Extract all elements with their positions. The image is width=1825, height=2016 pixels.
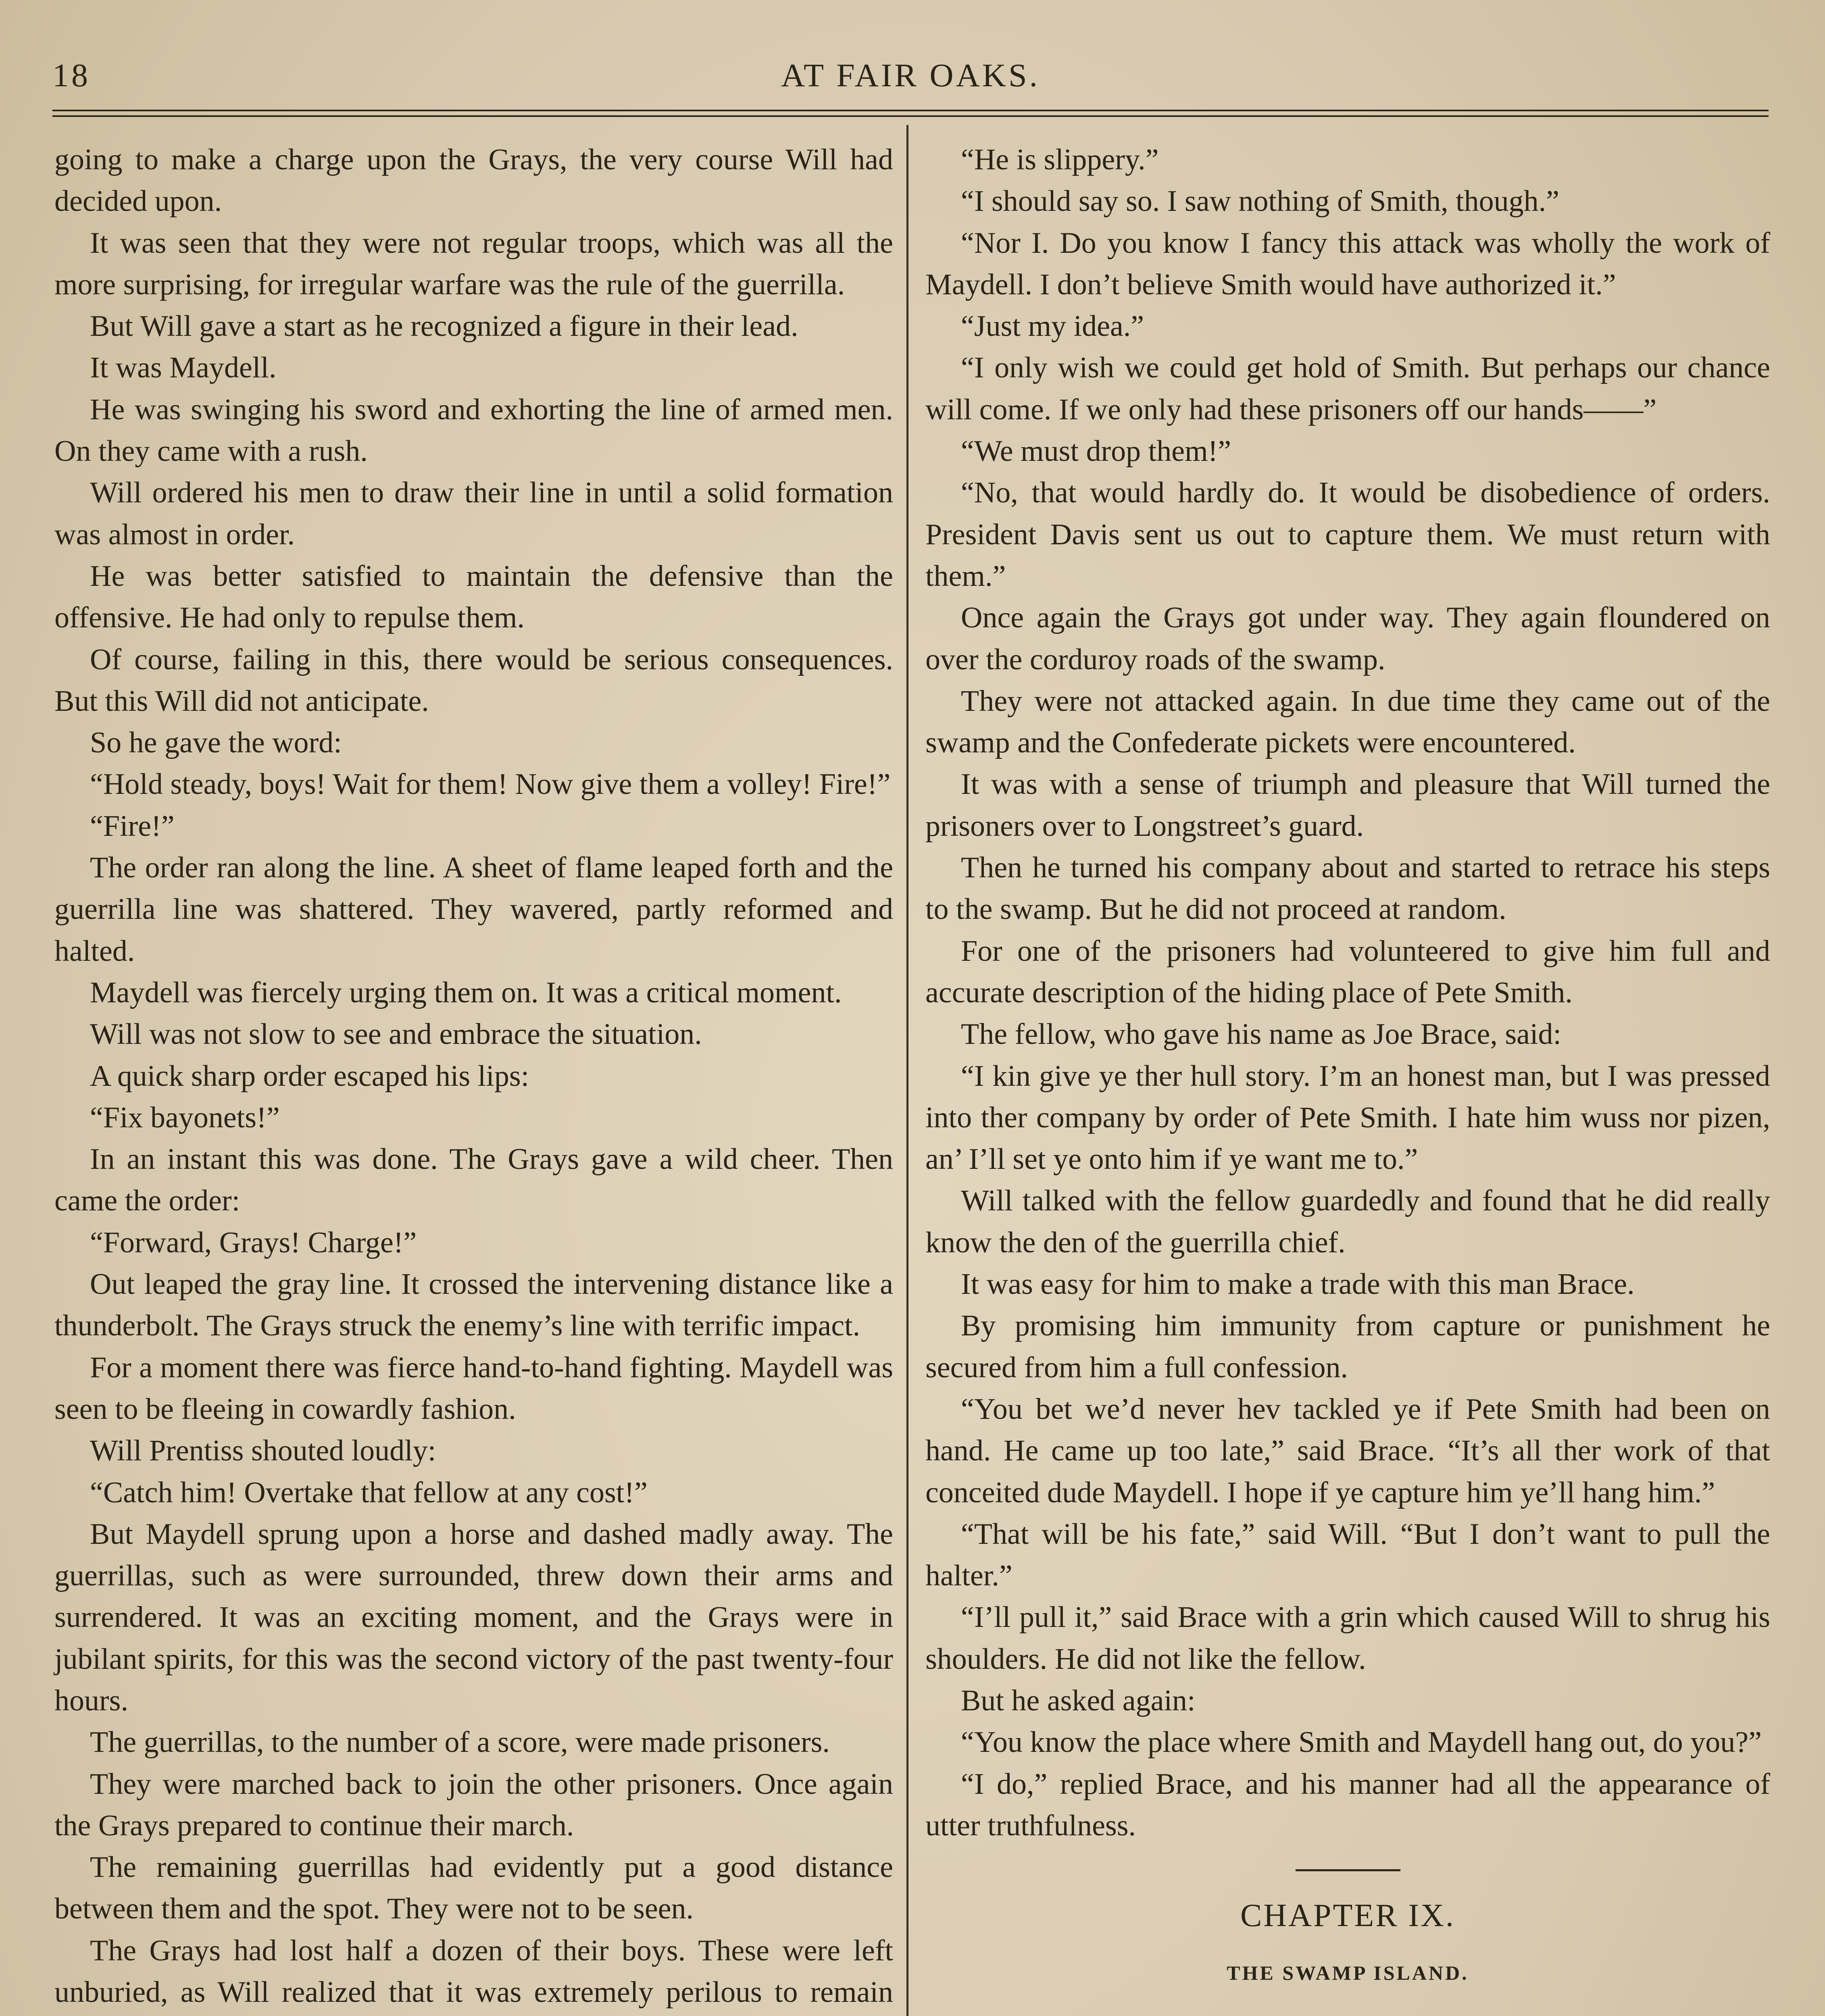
paragraph: “Catch him! Overtake that fellow at any cost!” [90, 1476, 648, 1509]
paragraph: going to make a charge upon the Grays, the very course Will had decided upon. [54, 143, 893, 218]
paragraph: “Forward, Grays! Charge!” [90, 1226, 417, 1259]
paragraph: “He is slippery.” [961, 143, 1159, 176]
running-head [52, 48, 1769, 101]
paragraph: Will ordered his men to draw their line in until a solid formation was almost in order. [54, 476, 893, 551]
paragraph: He was swinging his sword and exhorting the line of armed men. On they came with a rush. [54, 393, 893, 468]
paragraph: Of course, failing in this, there would be serious consequences. But this Will did not anticipate. [54, 643, 893, 718]
paragraph: “No, that would hardly do. It would be disobedience of orders. President Davis sent us out to capture them. We must return with them.” [925, 476, 1770, 593]
paragraph: “Just my idea.” [961, 310, 1144, 343]
paragraph: So he gave the word: [90, 726, 342, 760]
column-divider [906, 125, 908, 2016]
paragraph: “We must drop them!” [961, 435, 1231, 468]
paragraph [925, 2013, 1770, 2016]
right-column [925, 139, 1770, 2016]
paragraph: Once again the Grays got under way. They again floundered on over the corduroy roads of the swamp. [925, 601, 1770, 676]
paragraph: “I should say so. I saw nothing of Smith, though.” [961, 185, 1560, 218]
paragraph: The guerrillas, to the number of a score, were made prisoners. [90, 1726, 830, 1759]
section-rule [1296, 1869, 1400, 1871]
paragraph: “You know the place where Smith and Maydell hang out, do you?” [961, 1726, 1762, 1759]
paragraph: Then he turned his company about and started to retrace his steps to the swamp. But he did not proceed at random. [925, 851, 1770, 926]
paragraph: It was easy for him to make a trade with this man Brace. [961, 1268, 1635, 1301]
paragraph: “You bet we’d never hev tackled ye if Pete Smith had been on hand. He came up too late,” said Brace. “It’s all ther work of that conceited dude Maydell. I hope if ye capture him ye’ll hang him.” [925, 1392, 1770, 1509]
paragraph: Will talked with the fellow guardedly and found that he did really know the den of the guerrilla chief. [925, 1184, 1770, 1259]
paragraph: “I’ll pull it,” said Brace with a grin which caused Will to shrug his shoulders. He did not like the fellow. [925, 1601, 1770, 1676]
paragraph: By promising him immunity from capture or punishment he secured from him a full confession. [925, 1309, 1770, 1384]
paragraph: “That will be his fate,” said Will. “But I don’t want to pull the halter.” [925, 1517, 1770, 1593]
paragraph: The Grays had lost half a dozen of their boys. These were left unburied, as Will realized that it was extremely perilous to remain [54, 1934, 893, 2009]
paragraph: They were not attacked again. In due time they came out of the swamp and the Confederate pickets were encountered. [925, 684, 1770, 760]
paragraph: But Will gave a start as he recognized a figure in their lead. [90, 310, 798, 343]
paragraph: But Maydell sprung upon a horse and dashed madly away. The guerrillas, such as were surrounded, threw down their arms and surrendered. It was an exciting moment, and the Grays were in jubilant spirits, for this was the second victory of the past twenty-four hours. [54, 1517, 893, 1717]
page-number: 18 [52, 57, 90, 94]
paragraph: The order ran along the line. A sheet of flame leaped forth and the guerrilla line was shattered. They wavered, partly reformed and halted. [54, 851, 893, 968]
paragraph: “Fire!” [90, 809, 175, 843]
paragraph: The remaining guerrillas had evidently put a good distance between them and the spot. They were not to be seen. [54, 1851, 893, 1926]
paragraph: Out leaped the gray line. It crossed the intervening distance like a thunderbolt. The Grays struck the enemy’s line with terrific impact. [54, 1268, 893, 1343]
paragraph: Will Prentiss shouted loudly: [90, 1434, 436, 1468]
running-title: AT FAIR OAKS. [781, 57, 1040, 94]
paragraph: He was better satisfied to maintain the defensive than the offensive. He had only to repulse them. [54, 559, 893, 635]
chapter-subtitle: THE SWAMP ISLAND. [1227, 1962, 1469, 1985]
paragraph: For a moment there was fierce hand-to-hand fighting. Maydell was seen to be fleeing in cowardly fashion. [54, 1351, 893, 1426]
chapter-heading: CHAPTER IX. [1240, 1898, 1455, 1934]
paragraph: For one of the prisoners had volunteered to give him full and accurate description of the hiding place of Pete Smith. [925, 934, 1770, 1009]
paragraph: A quick sharp order escaped his lips: [90, 1059, 529, 1093]
left-column [54, 139, 893, 2016]
paragraph: “I do,” replied Brace, and his manner had all the appearance of utter truthfulness. [925, 1767, 1770, 1842]
paragraph: “I kin give ye ther hull story. I’m an honest man, but I was pressed into ther company by order of Pete Smith. I hate him wuss nor pizen, an’ I’ll set ye onto him if ye want me to.” [925, 1059, 1770, 1176]
paragraph: “Hold steady, boys! Wait for them! Now give them a volley! Fire!” [90, 768, 891, 801]
paragraph: Will was not slow to see and embrace the situation. [90, 1018, 702, 1051]
paragraph: “I only wish we could get hold of Smith. But perhaps our chance will come. If we only had these prisoners off our hands——” [925, 351, 1770, 426]
paragraph: But he asked again: [961, 1684, 1196, 1717]
header-rule [52, 110, 1769, 117]
paragraph: In an instant this was done. The Grays gave a wild cheer. Then came the order: [54, 1143, 893, 1218]
paragraph: It was seen that they were not regular troops, which was all the more surprising, for irregular warfare was the rule of the guerrilla. [54, 226, 893, 301]
paragraph: “Fix bayonets!” [90, 1101, 280, 1134]
paragraph: The fellow, who gave his name as Joe Brace, said: [961, 1018, 1562, 1051]
paragraph: It was with a sense of triumph and pleasure that Will turned the prisoners over to Longstreet’s guard. [925, 768, 1770, 843]
paragraph: “Nor I. Do you know I fancy this attack was wholly the work of Maydell. I don’t believe Smith would have authorized it.” [925, 226, 1770, 301]
paragraph: It was Maydell. [90, 351, 277, 385]
paragraph: They were marched back to join the other prisoners. Once again the Grays prepared to continue their march. [54, 1767, 893, 1842]
paragraph: Maydell was fiercely urging them on. It was a critical moment. [90, 976, 842, 1009]
